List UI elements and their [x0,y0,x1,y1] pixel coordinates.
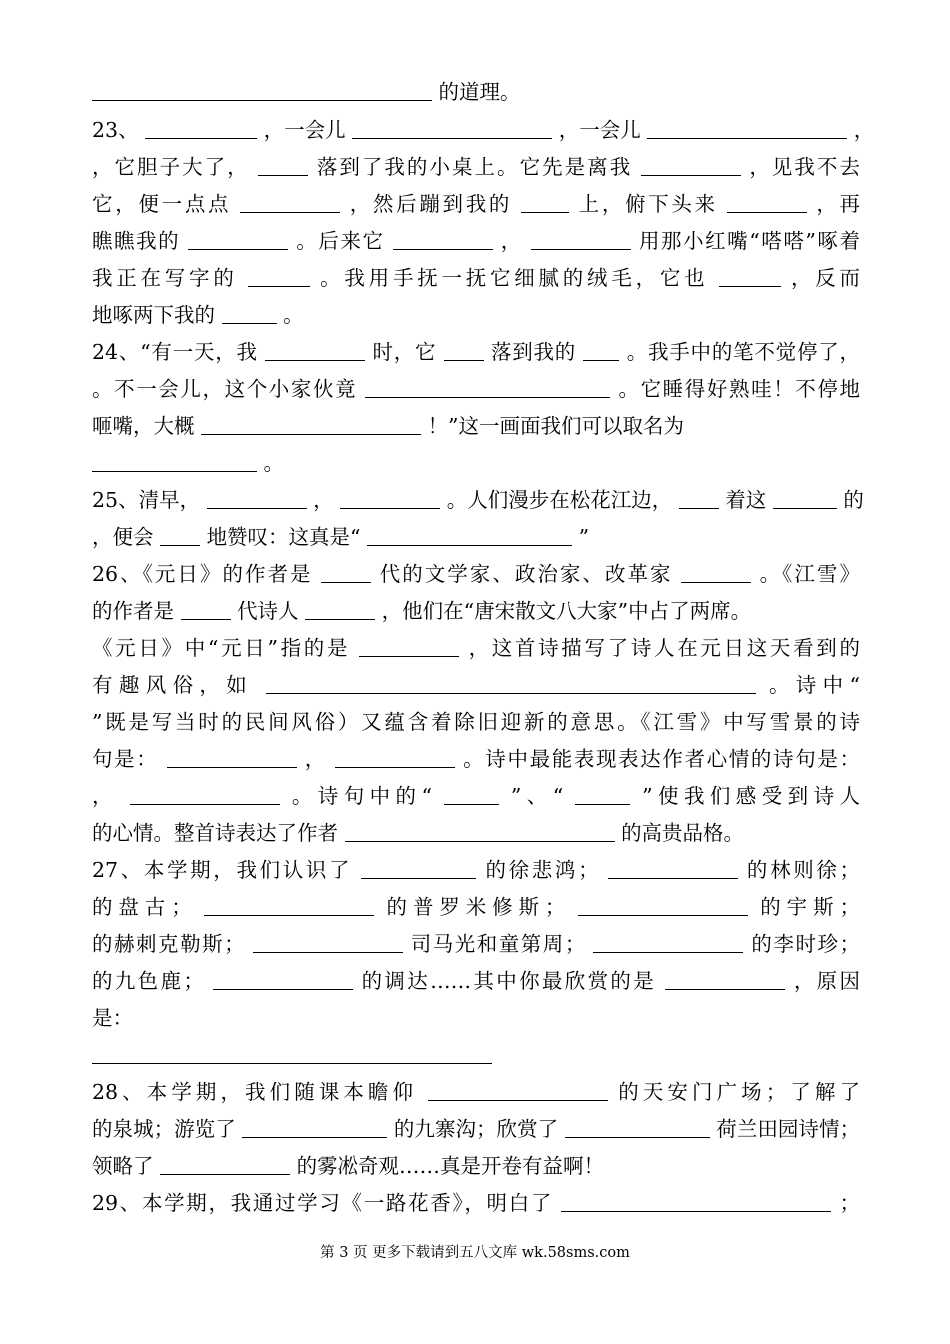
text-line [92,187,860,221]
answer-blank[interactable] [253,928,403,953]
text-segment: 的九色鹿； [92,969,204,993]
text-segment: ，他们在“唐宋散文八大家”中占了两席。 [381,599,752,623]
text-segment: ”使我们感受到诗人 [642,784,860,808]
text-line [92,964,860,998]
text-segment: 时，它 [372,340,437,364]
text-segment: ，再 [816,192,861,216]
text-line [92,113,875,147]
answer-blank[interactable] [92,1039,492,1064]
text-segment: 。后来它 [296,229,385,253]
answer-blank[interactable] [647,114,847,139]
text-segment: 咂嘴，大概 [92,414,195,438]
text-segment: ”既是写当时的民间风俗）又蕴含着除旧迎新的意思。《江雪》中写雪景的诗 [92,710,860,734]
text-segment: 25、清早， [92,488,201,512]
text-line [92,483,864,517]
text-line [92,298,860,332]
answer-blank[interactable] [665,965,785,990]
answer-blank[interactable] [593,928,743,953]
answer-blank[interactable] [240,188,340,213]
answer-blank[interactable] [305,595,375,620]
answer-blank[interactable] [160,521,200,546]
answer-blank[interactable] [201,410,421,435]
text-line [92,335,860,369]
text-segment: 。 [263,451,285,475]
answer-blank[interactable] [222,299,277,324]
answer-blank[interactable] [92,76,432,101]
text-segment: 的宇斯； [760,895,860,919]
text-segment: 。《江雪》 [759,562,860,586]
text-segment: 的李时珍； [751,932,860,956]
text-segment: 24、“有一天，我 [92,340,258,364]
answer-blank[interactable] [352,114,552,139]
text-segment: ，然后蹦到我的 [349,192,513,216]
text-segment: ，一会儿 [558,118,641,142]
answer-blank[interactable] [561,1187,831,1212]
answer-blank[interactable] [773,484,837,509]
text-line [92,1038,860,1072]
text-line [92,705,860,739]
text-segment: 。人们漫步在松花江边， [446,488,673,512]
text-segment: 。诗中最能表现表达作者心情的诗句是： [463,747,860,771]
text-segment: 领略了 [92,1154,154,1178]
text-segment: 的普罗米修斯； [386,895,566,919]
text-segment: 它，便一点点 [92,192,232,216]
text-line [92,1075,860,1109]
text-segment: ， [500,229,523,253]
answer-blank[interactable] [204,891,374,916]
answer-blank[interactable] [248,262,310,287]
answer-blank[interactable] [345,817,615,842]
text-segment: 的心情。整首诗表达了作者 [92,821,338,845]
text-segment: 。诗中“ [768,673,860,697]
text-segment: 司马光和童第周； [410,932,586,956]
answer-blank[interactable] [727,188,807,213]
answer-blank[interactable] [145,114,257,139]
text-segment: 29、本学期，我通过学习《一路花香》，明白了 [92,1191,554,1215]
answer-blank[interactable] [160,1150,290,1175]
text-segment: ，一会儿 [263,118,346,142]
text-line [92,890,860,924]
text-segment: ”、“ [510,784,564,808]
answer-blank[interactable] [608,854,738,879]
text-segment: 的天安门广场；了解了 [618,1080,860,1104]
text-segment: 是： [92,1006,133,1030]
text-line [92,75,860,109]
answer-blank[interactable] [444,780,499,805]
answer-blank[interactable] [167,743,297,768]
answer-blank[interactable] [428,1076,608,1101]
text-line [92,372,860,406]
text-line [92,853,860,887]
text-line [92,927,860,961]
answer-blank[interactable] [367,521,572,546]
text-line [92,1001,860,1035]
answer-blank[interactable] [207,484,307,509]
answer-blank[interactable] [565,1113,710,1138]
text-segment: ， [92,784,118,808]
text-segment: 代诗人 [237,599,299,623]
text-segment: 着这 [725,488,767,512]
text-line [92,150,860,184]
text-segment: ， [304,747,327,771]
text-segment: ， [853,118,875,142]
text-segment: 的调达……其中你最欣赏的是 [361,969,657,993]
text-segment: ！”这一画面我们可以取名为 [427,414,685,438]
answer-blank[interactable] [359,632,459,657]
text-segment: 的九寨沟；欣赏了 [393,1117,559,1141]
text-segment: 的徐悲鸿； [485,858,599,882]
text-segment: 。它睡得好熟哇！不停地 [618,377,860,401]
answer-blank[interactable] [335,743,455,768]
text-segment: 23、 [92,118,139,142]
answer-blank[interactable] [719,262,781,287]
answer-blank[interactable] [266,669,756,694]
answer-blank[interactable] [242,1113,387,1138]
text-segment: 落到了我的小桌上。它先是离我 [316,155,633,179]
answer-blank[interactable] [641,151,741,176]
text-segment: ，这首诗描写了诗人在元日这天看到的 [468,636,860,660]
text-line [92,594,860,628]
answer-blank[interactable] [265,336,365,361]
text-line [92,520,860,554]
text-line [92,668,860,702]
answer-blank[interactable] [213,965,353,990]
text-segment: 。我用手抚一抚它细腻的绒毛，它也 [320,266,709,290]
text-segment: 荷兰田园诗情； [716,1117,860,1141]
text-line [92,1149,860,1183]
answer-blank[interactable] [92,447,257,472]
text-segment: 26、《元日》的作者是 [92,562,313,586]
text-segment: ； [839,1191,860,1215]
text-segment: 落到我的 [490,340,577,364]
text-line [92,224,860,258]
text-segment: 的作者是 [92,599,174,623]
text-line [92,1186,860,1220]
text-segment: 的泉城；游览了 [92,1117,236,1141]
text-segment: 28、本学期，我们随课本瞻仰 [92,1080,418,1104]
text-line [92,779,860,813]
answer-blank[interactable] [583,336,619,361]
text-line [92,557,860,591]
answer-blank[interactable] [340,484,440,509]
answer-blank[interactable] [444,336,484,361]
text-segment: ，反而 [790,266,860,290]
text-segment: 的雾凇奇观……真是开卷有益啊！ [296,1154,605,1178]
answer-blank[interactable] [181,595,231,620]
answer-blank[interactable] [130,780,280,805]
text-segment: 《元日》中“元日”指的是 [92,636,351,660]
answer-blank[interactable] [258,151,308,176]
text-segment: 句是： [92,747,159,771]
answer-blank[interactable] [361,854,476,879]
text-segment: 的高贵品格。 [621,821,745,845]
text-segment: 地赞叹：这真是“ [206,525,361,549]
text-segment: 的盘古； [92,895,192,919]
text-segment: 用那小红嘴“嗒嗒”啄着 [638,229,860,253]
text-segment: 有趣风俗，如 [92,673,254,697]
text-segment: 。诗句中的“ [291,784,432,808]
text-line [92,409,860,443]
page-footer: 第 3 页 更多下载请到五八文库 wk.58sms.com [320,1245,630,1261]
text-segment: 地啄两下我的 [92,303,215,327]
text-line [92,446,860,480]
answer-blank[interactable] [681,558,751,583]
text-segment: ，便会 [92,525,154,549]
text-segment: 的林则徐； [746,858,860,882]
text-segment: 的赫刺克勒斯； [92,932,245,956]
text-segment: 。不一会儿，这个小家伙竟 [92,377,358,401]
text-segment: 的 [843,488,864,512]
text-segment: 。我手中的笔不觉停了， [626,340,861,364]
text-segment: 的道理。 [438,80,521,104]
text-segment: 。 [283,303,304,327]
text-segment: 代的文学家、政治家、改革家 [379,562,673,586]
text-segment: ，它胆子大了， [92,155,250,179]
answer-blank[interactable] [393,225,493,250]
text-segment: 27、本学期，我们认识了 [92,858,353,882]
answer-blank[interactable] [531,225,631,250]
text-line [92,1112,860,1146]
text-line [92,261,860,295]
text-line [92,742,860,776]
text-segment: 我正在写字的 [92,266,238,290]
answer-blank[interactable] [321,558,371,583]
answer-blank[interactable] [188,225,288,250]
text-line [92,631,860,665]
text-segment: ” [578,525,590,549]
answer-blank[interactable] [578,891,748,916]
answer-blank[interactable] [365,373,610,398]
text-segment: ， [313,488,334,512]
answer-blank[interactable] [521,188,569,213]
text-line [92,816,860,850]
text-segment: 上，俯下头来 [578,192,718,216]
text-segment: ，见我不去 [749,155,860,179]
text-segment: 瞧瞧我的 [92,229,181,253]
answer-blank[interactable] [679,484,719,509]
text-segment: ，原因 [793,969,860,993]
answer-blank[interactable] [575,780,630,805]
